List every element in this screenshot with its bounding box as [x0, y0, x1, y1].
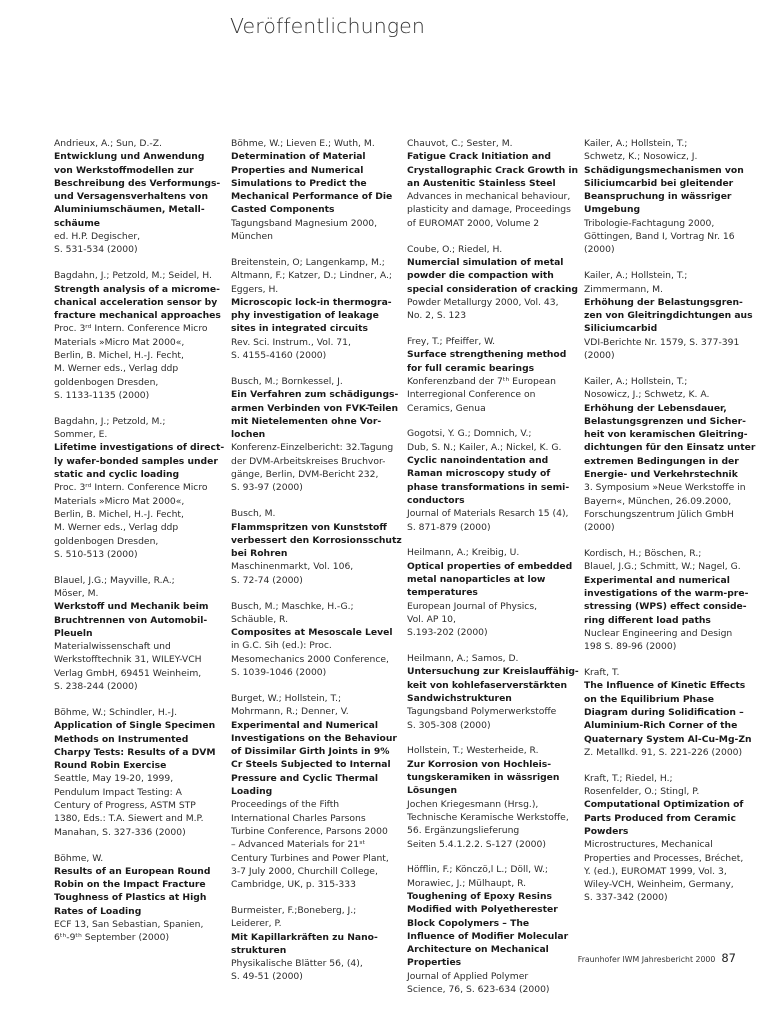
entry-authors: Böhme, W.; Lieven E.; Wuth, M. [231, 138, 375, 149]
entry-title: Optical properties of embedded metal nanoparticles at low temperatures [407, 560, 573, 599]
entry-details: 3. Symposium »Neue Werkstoffe in Bayern«, München, 26.09.2000, Forschungszentrum Jülich GmbH (2000) [584, 482, 746, 534]
publication-entry [584, 375, 756, 535]
entry-details: Seattle, May 19-20, 1999, Pendulum Impact Testing: A Century of Progress, ASTM STP 1380, Eds.: T.A. Siewert and M.P. Manahan, S. 327-336 (2000) [54, 773, 204, 838]
publication-entry [407, 427, 579, 533]
entry-authors: Kordisch, H.; Böschen, R.; Blauel, J.G.; Schmitt, W.; Nagel, G. [584, 548, 741, 573]
entry-details: Rev. Sci. Instrum., Vol. 71, S. 4155-4160 (2000) [231, 336, 351, 362]
publication-entry [54, 415, 226, 561]
entry-details: Advances in mechanical behaviour, plasticity and damage, Proceedings of EUROMAT 2000, Volume 2 [407, 191, 571, 229]
publication-entry [407, 243, 579, 323]
publication-entry [231, 256, 403, 362]
entry-details: Tagungsband Magnesium 2000, München [231, 217, 378, 243]
entry-authors: Frey, T.; Pfeiffer, W. [407, 336, 496, 348]
entry-authors: Burget, W.; Hollstein, T.; Mohrmann, R.; Denner, V. [231, 692, 349, 718]
entry-authors: Heilmann, A.; Samos, D. [407, 653, 519, 665]
publication-entry [231, 904, 403, 984]
entry-title: Schädigungsmechanismen von Siliciumcarbid bei gleitender Beanspruchung in wässriger Umgebung [584, 164, 744, 216]
entry-authors: Heilmann, A.; Kreibig, U. [407, 547, 520, 559]
entry-title: Surface strengthening method for full ceramic bearings [407, 349, 567, 374]
entry-title: Results of an European Round Robin on the Impact Fracture Toughness of Plastics at High Rates of Loading [54, 865, 211, 917]
entry-details: Proceedings of the Fifth International Charles Parsons Turbine Conference, Parsons 2000 – Advanced Materials for 21ˢᵗ Century Turbines and Power Plant, 3-7 July 2000, Churchill College, Cambridge, UK, p. 315-333 [231, 799, 389, 891]
entry-authors: Hollstein, T.; Westerheide, R. [407, 745, 539, 757]
entry-details: Maschinenmarkt, Vol. 106, S. 72-74 (2000) [231, 561, 354, 586]
entry-authors: Kraft, T. [584, 667, 620, 679]
entry-details: Jochen Kriegesmann (Hrsg.), Technische Keramische Werkstoffe, 56. Ergänzungslieferung Seiten 5.4.1.2.2. S-127 (2000) [407, 798, 569, 850]
publication-entry [584, 137, 756, 257]
entry-authors: Kailer, A.; Hollstein, T.; Nosowicz, J.; Schwetz, K. A. [584, 375, 710, 401]
entry-details: in G.C. Sih (ed.): Proc. Mesomechanics 2000 Conference, S. 1039-1046 (2000) [231, 640, 389, 679]
entry-details: Konferenzband der 7ᵗʰ European Interregional Conference on Ceramics, Genua [407, 375, 556, 414]
entry-authors: Bagdahn, J.; Petzold, M.; Sommer, E. [54, 415, 166, 441]
entry-title: Composites at Mesoscale Level [231, 627, 393, 639]
publication-entry [54, 852, 226, 945]
entry-authors: Kailer, A.; Hollstein, T.; Schwetz, K.; Nosowicz, J. [584, 138, 698, 163]
entry-title: Untersuchung zur Kreislauffähig- keit von kohlefaserverstärkten Sandwichstrukturen [407, 666, 579, 704]
entry-authors: Busch, M. [231, 508, 276, 520]
publication-column-1 [54, 137, 226, 957]
entry-authors: Andrieux, A.; Sun, D.-Z. [54, 138, 162, 149]
entry-title: Mit Kapillarkräften zu Nano- strukturen [231, 931, 378, 956]
entry-details: Physikalische Blätter 56, (4), S. 49-51 (2000) [231, 958, 363, 983]
entry-title: Erhöhung der Lebensdauer, Belastungsgrenzen und Sicher- heit von keramischen Gleitring- dichtungen für den Einsatz unter extremen Bedingungen in der Energie- und Verkehrstechnik [584, 402, 756, 481]
entry-title: Experimental and numerical investigations of the warm-pre- stressing (WPS) effect conside- ring different load paths [584, 574, 749, 626]
entry-details: Z. Metallkd. 91, S. 221-226 (2000) [584, 746, 743, 758]
publication-entry [407, 652, 579, 732]
entry-authors: Busch, M.; Bornkessel, J. [231, 375, 343, 387]
report-name: Fraunhofer IWM Jahresbericht 2000 [577, 955, 716, 964]
publication-entry [231, 692, 403, 891]
entry-authors: Breitenstein, O; Langenkamp, M.; Altmann, F.; Katzer, D.; Lindner, A.; Eggers, H. [231, 256, 393, 295]
entry-details: Microstructures, Mechanical Properties and Processes, Bréchet, Y. (ed.), EUROMAT 1999, Vol. 3, Wiley-VCH, Weinheim, Germany, S. 337-342 (2000) [584, 839, 744, 904]
publication-column-4 [584, 137, 756, 917]
entry-authors: Böhme, W.; Schindler, H.-J. [54, 706, 178, 718]
entry-title: Ein Verfahren zum schädigungs- armen Verbinden von FVK-Teilen mit Nietelementen ohne Vor- lochen [231, 389, 399, 441]
entry-details: Proc. 3ʳᵈ Intern. Conference Micro Materials »Micro Mat 2000«, Berlin, B. Michel, H.-J. Fecht, M. Werner eds., Verlag ddp goldenbogen Dresden, S. 1133-1135 (2000) [54, 323, 208, 401]
entry-title: Zur Korrosion von Hochleis- tungskeramiken in wässrigen Lösungen [407, 758, 560, 797]
entry-details: ECF 13, San Sebastian, Spanien, 6ᵗʰ-9ᵗʰ September (2000) [54, 919, 204, 944]
publication-entry [407, 744, 579, 850]
publication-entry [584, 547, 756, 653]
entry-title: Experimental and Numerical Investigations on the Behaviour of Dissimilar Girth Joints in 9% Cr Steels Subjected to Internal Pressure and Cyclic Thermal Loading [231, 719, 397, 798]
entry-authors: Coube, O.; Riedel, H. [407, 243, 503, 255]
entry-title: Microscopic lock-in thermogra- phy investigation of leakage sites in integrated circuits [231, 296, 392, 335]
page-number: 87 [721, 951, 736, 965]
publication-entry [231, 375, 403, 495]
publication-entry [407, 335, 579, 415]
entry-title: Erhöhung der Belastungsgren- zen von Gleitringdichtungen aus Siliciumcarbid [584, 296, 753, 335]
publication-column-2 [231, 137, 403, 996]
entry-details: Nuclear Engineering and Design 198 S. 89-96 (2000) [584, 627, 733, 653]
entry-authors: Kraft, T.; Riedel, H.; Rosenfelder, O.; Stingl, P. [584, 772, 700, 798]
publication-entry [584, 269, 756, 362]
entry-authors: Chauvot, C.; Sester, M. [407, 138, 513, 149]
entry-title: Flammspritzen von Kunststoff verbessert den Korrosionsschutz bei Rohren [231, 521, 402, 560]
entry-title: Werkstoff und Mechanik beim Bruchtrennen von Automobil- Pleueln [54, 601, 209, 639]
entry-title: Fatigue Crack Initiation and Crystallographic Crack Growth in an Austenitic Stainless Steel [407, 151, 579, 189]
entry-authors: Bagdahn, J.; Petzold, M.; Seidel, H. [54, 270, 212, 282]
entry-authors: Höfflin, F.; Könczö,l L.; Döll, W.; Morawiec, J.; Mülhaupt, R. [407, 864, 549, 889]
entry-title: Cyclic nanoindentation and Raman microscopy study of phase transformations in semi- conductors [407, 455, 570, 506]
entry-details: Konferenz-Einzelbericht: 32.Tagung der DVM-Arbeitskreises Bruchvor- gänge, Berlin, DVM-Bericht 232, S. 93-97 (2000) [231, 442, 394, 494]
entry-title: Entwicklung und Anwendung von Werkstoffmodellen zur Beschreibung des Verformungs- und Versagensverhaltens von Aluminiumschäumen, Metall- schäume [54, 151, 221, 229]
page-footer [578, 951, 736, 965]
page-title: Veröffentlichungen [230, 14, 425, 38]
entry-details: Proc. 3ʳᵈ Intern. Conference Micro Materials »Micro Mat 2000«, Berlin, B. Michel, H.-J. Fecht, M. Werner eds., Verlag ddp goldenbogen Dresden, S. 510-513 (2000) [54, 482, 208, 560]
entry-title: The Influence of Kinetic Effects on the Equilibrium Phase Diagram during Solidification – Aluminium-Rich Corner of the Quaternary System Al-Cu-Mg-Zn [584, 680, 752, 745]
entry-authors: Gogotsi, Y. G.; Domnich, V.; Dub, S. N.; Kailer, A.; Nickel, K. G. [407, 428, 562, 453]
publication-entry [231, 600, 403, 680]
entry-details: Tribologie-Fachtagung 2000, Göttingen, Band I, Vortrag Nr. 16 (2000) [584, 217, 735, 256]
publication-entry [54, 706, 226, 839]
publication-entry [584, 666, 756, 759]
publication-entry [407, 137, 579, 230]
entry-title: Lifetime investigations of direct- ly wafer-bonded samples under static and cyclic loading [54, 442, 225, 481]
publication-entry [54, 137, 226, 257]
publication-entry [54, 574, 226, 694]
entry-details: VDI-Berichte Nr. 1579, S. 377-391 (2000) [584, 336, 740, 362]
entry-title: Determination of Material Properties and Numerical Simulations to Predict the Mechanical Performance of Die Casted Components [231, 151, 393, 216]
entry-authors: Burmeister, F.;Boneberg, J.; Leiderer, P. [231, 905, 357, 930]
entry-authors: Kailer, A.; Hollstein, T.; Zimmermann, M. [584, 270, 688, 295]
entry-title: Application of Single Specimen Methods on Instrumented Charpy Tests: Results of a DVM Round Robin Exercise [54, 720, 216, 772]
entry-details: Powder Metallurgy 2000, Vol. 43, No. 2, S. 123 [407, 296, 559, 322]
entry-title: Numercial simulation of metal powder die compaction with special consideration of cracking [407, 256, 578, 295]
entry-details: Journal of Applied Polymer Science, 76, S. 623-634 (2000) [407, 970, 550, 996]
entry-title: Strength analysis of a microme- chanical acceleration sensor by fracture mechanical approaches [54, 283, 221, 322]
entry-details: Tagungsband Polymerwerkstoffe S. 305-308 (2000) [407, 706, 557, 731]
entry-details: ed. H.P. Degischer, S. 531-534 (2000) [54, 231, 141, 256]
entry-authors: Busch, M.; Maschke, H.-G.; Schäuble, R. [231, 600, 354, 625]
entry-details: Journal of Materials Resarch 15 (4), S. 871-879 (2000) [407, 508, 569, 533]
entry-details: European Journal of Physics, Vol. AP 10, S.193-202 (2000) [407, 600, 538, 639]
entry-authors: Blauel, J.G.; Mayville, R.A.; Möser, M. [54, 574, 175, 599]
publication-entry [231, 507, 403, 587]
publication-entry [231, 137, 403, 243]
publication-entry [584, 772, 756, 905]
entry-title: Toughening of Epoxy Resins Modified with Polyetherester Block Copolymers – The Influence of Modifier Molecular Architecture on Mechanical Properties [407, 891, 569, 969]
publication-entry [407, 863, 579, 996]
entry-title: Computational Optimization of Parts Produced from Ceramic Powders [584, 799, 744, 837]
publication-column-3 [407, 137, 579, 1009]
entry-authors: Böhme, W. [54, 852, 104, 864]
entry-details: Materialwissenschaft und Werkstofftechnik 31, WILEY-VCH Verlag GmbH, 69451 Weinheim, S. 238-244 (2000) [54, 641, 202, 693]
publication-entry [54, 269, 226, 402]
publication-entry [407, 546, 579, 639]
